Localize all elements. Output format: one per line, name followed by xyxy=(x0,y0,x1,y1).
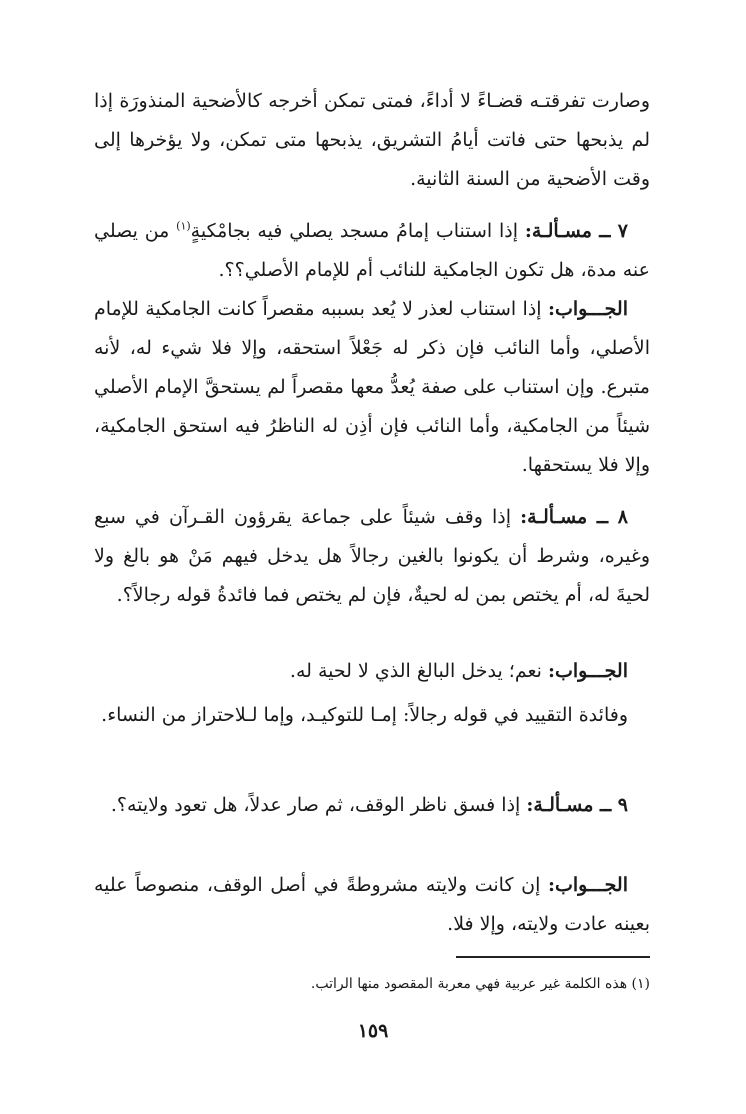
answer-text: إذا استناب لعذر لا يُعد بسببه مقصراً كانت الجامكية للإمام الأصلي، وأما النائب فإن ذكر له جَعْلاً استحقه، وإلا فلا شيء له، لأنه متبرع. وإن استناب على صفة يُعدُّ معها مقصراً لم يستحقَّ الإمام الأصلي شيئاً من الجامكية، وأما النائب فإن أذِن له الناظرُ فيه استحق الجامكية، وإلا فلا يستحقها. xyxy=(94,298,650,476)
question-label: ٨ ــ مسـألـة: xyxy=(520,506,628,528)
question-paragraph xyxy=(94,498,650,615)
answer-text: إن كانت ولايته مشروطةً في أصل الوقف، منصوصاً عليه بعينه عادت ولايته، وإلا فلا. xyxy=(94,874,650,935)
answer-paragraph xyxy=(94,290,650,485)
answer-label: الجـــواب: xyxy=(547,874,628,896)
footnote-separator xyxy=(456,956,650,958)
question-label: ٩ ــ مسـألـة: xyxy=(526,794,628,816)
question-text-continued: من يصلي عنه مدة، هل تكون الجامكية للنائب أم للإمام الأصلي؟؟. xyxy=(94,220,650,281)
paragraph-continuation xyxy=(94,82,650,199)
page-number: ١٥٩ xyxy=(357,1020,389,1042)
answer-paragraph xyxy=(94,652,650,691)
answer-label: الجـــواب: xyxy=(547,298,628,320)
footnote-reference: (١) xyxy=(176,219,191,233)
answer-7 xyxy=(94,290,650,485)
footnote-text: هذه الكلمة غير عربية فهي معربة المقصود منها الراتب. xyxy=(310,976,632,992)
answer-paragraph xyxy=(94,866,650,944)
answer-label: الجـــواب: xyxy=(547,660,628,682)
main-text xyxy=(94,82,650,199)
paragraph-text: وفائدة التقييد في قوله رجالاً: إمـا للتوكيـد، وإما لـلاحتراز من النساء. xyxy=(101,704,628,726)
footnote xyxy=(94,972,650,996)
question-paragraph xyxy=(94,786,650,825)
answer-8-note xyxy=(94,696,650,735)
question-text: إذا فسق ناظر الوقف، ثم صار عدلاً، هل تعود ولايته؟. xyxy=(110,794,527,816)
paragraph xyxy=(94,696,650,735)
answer-text: نعم؛ يدخل البالغ الذي لا لحية له. xyxy=(289,660,548,682)
answer-9 xyxy=(94,866,650,944)
paragraph-text: وصارت تفرقتـه قضـاءً لا أداءً، فمتى تمكن أخرجه كالأضحية المنذورَة إذا لم يذبحها حتى فاتت أيامُ التشريق، يذبحها متى تمكن، ولا يؤخرها إلى وقت الأضحية من السنة الثانية. xyxy=(94,90,650,190)
question-9 xyxy=(94,786,650,825)
question-paragraph xyxy=(94,212,650,290)
question-text: إذا وقف شيئاً على جماعة يقرؤون القـرآن في سبع وغيره، وشرط أن يكونوا بالغين رجالاً هل يدخل فيهم مَنْ هو بالغ ولا لحيةَ له، أم يختص بمن له لحيةٌ، فإن لم يختص فما فائدةُ قوله رجالاً؟. xyxy=(94,506,650,606)
question-7 xyxy=(94,212,650,290)
question-text: إذا استناب إمامُ مسجد يصلي فيه بجامْكيةٍ xyxy=(190,220,525,242)
footnote-marker: (١) xyxy=(631,976,650,992)
question-label: ٧ ــ مسـألـة: xyxy=(524,220,628,242)
question-8 xyxy=(94,498,650,615)
answer-8 xyxy=(94,652,650,691)
